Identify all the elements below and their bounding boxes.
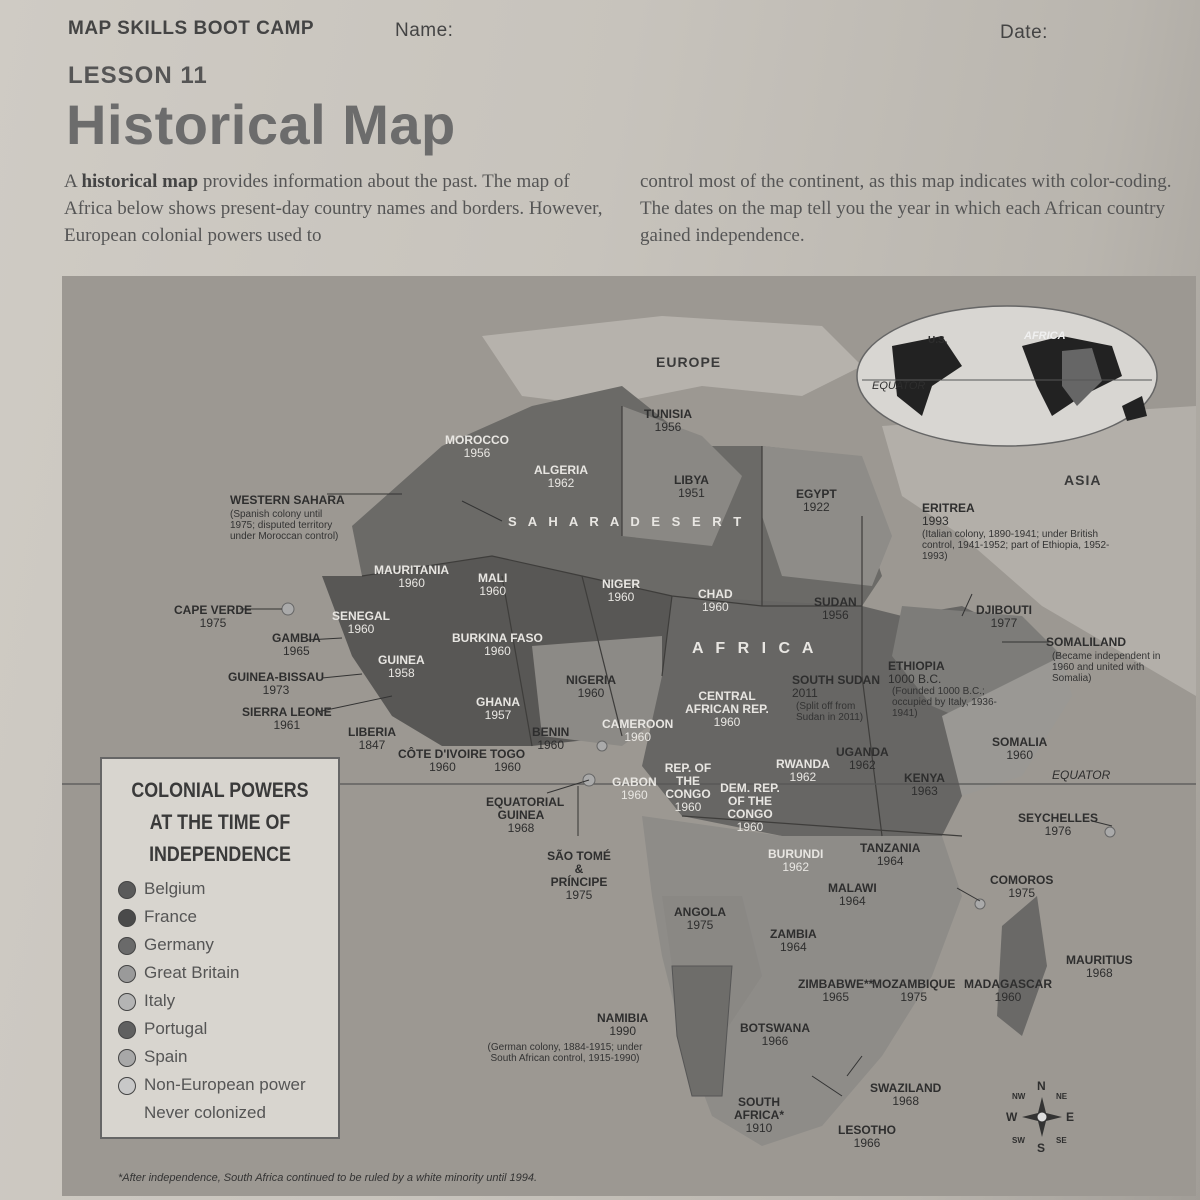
globe-equator-label: EQUATOR: [872, 380, 926, 392]
lesson-number: LESSON 11: [68, 62, 208, 89]
compass-n: N: [1037, 1079, 1046, 1093]
country-mali: MALI 1960: [478, 571, 508, 598]
country-togo: TOGO 1960: [490, 747, 526, 774]
south-sudan-note: (Split off from Sudan in 2011): [796, 701, 864, 723]
country-djibouti: DJIBOUTI 1977: [976, 603, 1033, 630]
country-central-african-rep: CENTRAL AFRICAN REP. 1960: [685, 689, 769, 729]
namibia-note: (German colony, 1884-1915; under South African control, 1915-1990): [487, 1042, 643, 1064]
country-comoros: COMOROS 1975: [990, 873, 1054, 900]
compass-ne: NE: [1056, 1092, 1068, 1101]
legend-item: [122, 991, 175, 1011]
country-south-africa: SOUTH AFRICA* 1910: [734, 1095, 784, 1135]
legend-label: Non-European power: [144, 1075, 306, 1094]
legend-label: Portugal: [144, 1019, 208, 1038]
country-tunisia: TUNISIA 1956: [644, 407, 692, 434]
legend-swatch: [118, 1049, 136, 1067]
country-niger: NIGER 1960: [602, 577, 641, 604]
country-seychelles: SEYCHELLES 1976: [1018, 811, 1099, 838]
legend-label: Spain: [144, 1047, 188, 1066]
country-somaliland: SOMALILAND: [1046, 635, 1126, 649]
country-dem-rep-of-the-congo: DEM. REP. OF THE CONGO 1960: [720, 781, 780, 834]
intro-right-paragraph: control most of the continent, as this map indicates with color-coding. The dates on the map tell you the year in which each African country gained independence.: [640, 171, 1172, 246]
compass-se: SE: [1056, 1136, 1067, 1145]
country-gambia: GAMBIA 1965: [272, 631, 321, 658]
country-cameroon: CAMEROON 1960: [602, 717, 674, 744]
legend-swatch: [118, 1077, 136, 1095]
asia-label: ASIA: [1064, 472, 1102, 488]
compass-sw: SW: [1012, 1136, 1025, 1145]
country-libya: LIBYA 1951: [674, 473, 709, 500]
legend-item: [122, 879, 205, 899]
intro-left-paragraph: A historical map provides information about the past. The map of Africa below shows present-day country names and borders. However, European colonial powers used to: [64, 171, 603, 246]
page-title: Historical Map: [66, 93, 456, 156]
country-cape-verde: CAPE VERDE 1975: [174, 603, 253, 630]
globe-us-label: U.S.: [928, 335, 948, 346]
series-title: MAP SKILLS BOOT CAMP: [68, 18, 315, 39]
country-namibia: NAMIBIA 1990: [597, 1011, 649, 1038]
legend-swatch: [118, 881, 136, 899]
globe-africa-label: AFRICA: [1024, 330, 1066, 342]
country-equatorial-guinea: EQUATORIAL GUINEA 1968: [486, 795, 565, 835]
legend-label: Germany: [144, 935, 214, 954]
compass-w: W: [1006, 1110, 1018, 1124]
country-burkina-faso: BURKINA FASO 1960: [452, 631, 543, 658]
intro-keyword: historical map: [81, 171, 199, 192]
country-cote-divoire: CÔTE D'IVOIRE 1960: [398, 747, 487, 774]
colonial-powers-legend: [100, 757, 340, 1139]
country-gabon: GABON 1960: [612, 775, 657, 802]
sahara-label: S A H A R A D E S E R T: [508, 514, 746, 529]
legend-title: COLONIAL POWERS AT THE TIME OF INDEPENDENCE: [131, 779, 309, 866]
country-kenya: KENYA 1963: [904, 771, 945, 798]
country-tanzania: TANZANIA 1964: [860, 841, 921, 868]
legend-label: Italy: [144, 991, 176, 1010]
legend-item: [122, 1075, 306, 1095]
country-botswana: BOTSWANA 1966: [740, 1021, 810, 1048]
country-zimbabwe: ZIMBABWE** 1965: [798, 977, 874, 1004]
legend-swatch: [118, 993, 136, 1011]
country-morocco: MOROCCO 1956: [445, 433, 509, 460]
country-burundi: BURUNDI 1962: [768, 847, 824, 874]
country-lesotho: LESOTHO 1966: [838, 1123, 897, 1150]
date-label: Date:: [1000, 22, 1048, 43]
somaliland-note: (Became independent in 1960 and united with Somalia): [1052, 651, 1161, 684]
country-uganda: UGANDA 1962: [836, 745, 889, 772]
country-guinea: GUINEA 1958: [378, 653, 425, 680]
legend-item: [122, 935, 214, 955]
country-algeria: ALGERIA 1962: [534, 463, 588, 490]
footnote: *After independence, South Africa continued to be ruled by a white minority until 1994.: [118, 1172, 538, 1184]
legend-item: [122, 907, 197, 927]
legend-label: Great Britain: [144, 963, 240, 982]
legend-item: [122, 1047, 187, 1067]
country-mozambique: MOZAMBIQUE 1975: [872, 977, 956, 1004]
africa-label: A F R I C A: [692, 640, 818, 657]
country-sudan: SUDAN 1956: [814, 595, 857, 622]
country-rwanda: RWANDA 1962: [776, 757, 830, 784]
country-egypt: EGYPT 1922: [796, 487, 837, 514]
country-eritrea: ERITREA 1993: [922, 501, 975, 528]
country-zambia: ZAMBIA 1964: [770, 927, 817, 954]
country-nigeria: NIGERIA 1960: [566, 673, 617, 700]
country-south-sudan: SOUTH SUDAN 2011: [792, 673, 881, 700]
legend-swatch: [118, 909, 136, 927]
country-angola: ANGOLA 1975: [674, 905, 726, 932]
country-somalia: SOMALIA 1960: [992, 735, 1048, 762]
legend-item: [122, 1019, 207, 1039]
country-guinea-bissau: GUINEA-BISSAU 1973: [228, 670, 325, 697]
country-sierra-leone: SIERRA LEONE 1961: [242, 705, 332, 732]
country-rep-of-the-congo: REP. OF THE CONGO 1960: [664, 761, 712, 814]
locator-globe: [857, 306, 1157, 446]
equator-label: EQUATOR: [1052, 768, 1111, 782]
country-chad: CHAD 1960: [698, 587, 733, 614]
country-liberia: LIBERIA 1847: [348, 725, 396, 752]
country-swaziland: SWAZILAND 1968: [870, 1081, 942, 1108]
legend-swatch: [118, 1021, 136, 1039]
compass-s: S: [1037, 1141, 1046, 1155]
europe-label: EUROPE: [656, 354, 722, 370]
name-label: Name:: [395, 20, 454, 41]
legend-label: Never colonized: [144, 1103, 266, 1122]
country-mauritania: MAURITANIA 1960: [374, 563, 450, 590]
compass-e: E: [1066, 1110, 1075, 1124]
country-western-sahara: WESTERN SAHARA: [230, 493, 345, 507]
western-sahara-note: (Spanish colony until 1975; disputed territory under Moroccan control): [230, 509, 339, 542]
legend-item: [122, 963, 239, 983]
legend-label: France: [144, 907, 197, 926]
country-mauritius: MAURITIUS 1968: [1066, 953, 1133, 980]
country-ghana: GHANA 1957: [476, 695, 520, 722]
ethiopia-note: (Founded 1000 B.C.; occupied by Italy, 1936-1941): [892, 686, 997, 719]
country-sao-tome-principe: SÃO TOMÉ & PRÍNCIPE 1975: [547, 849, 611, 902]
legend-swatch: [118, 937, 136, 955]
eritrea-note: (Italian colony, 1890-1941; under British control, 1941-1952; part of Ethiopia, 1952-1993): [922, 529, 1110, 562]
country-malawi: MALAWI 1964: [828, 881, 877, 908]
country-benin: BENIN 1960: [532, 725, 570, 752]
country-madagascar: MADAGASCAR 1960: [964, 977, 1052, 1004]
compass-nw: NW: [1012, 1092, 1026, 1101]
country-senegal: SENEGAL 1960: [332, 609, 391, 636]
legend-item: [122, 1103, 266, 1123]
country-ethiopia: ETHIOPIA 1000 B.C.: [888, 659, 945, 686]
legend-swatch: [118, 965, 136, 983]
legend-label: Belgium: [144, 879, 206, 898]
